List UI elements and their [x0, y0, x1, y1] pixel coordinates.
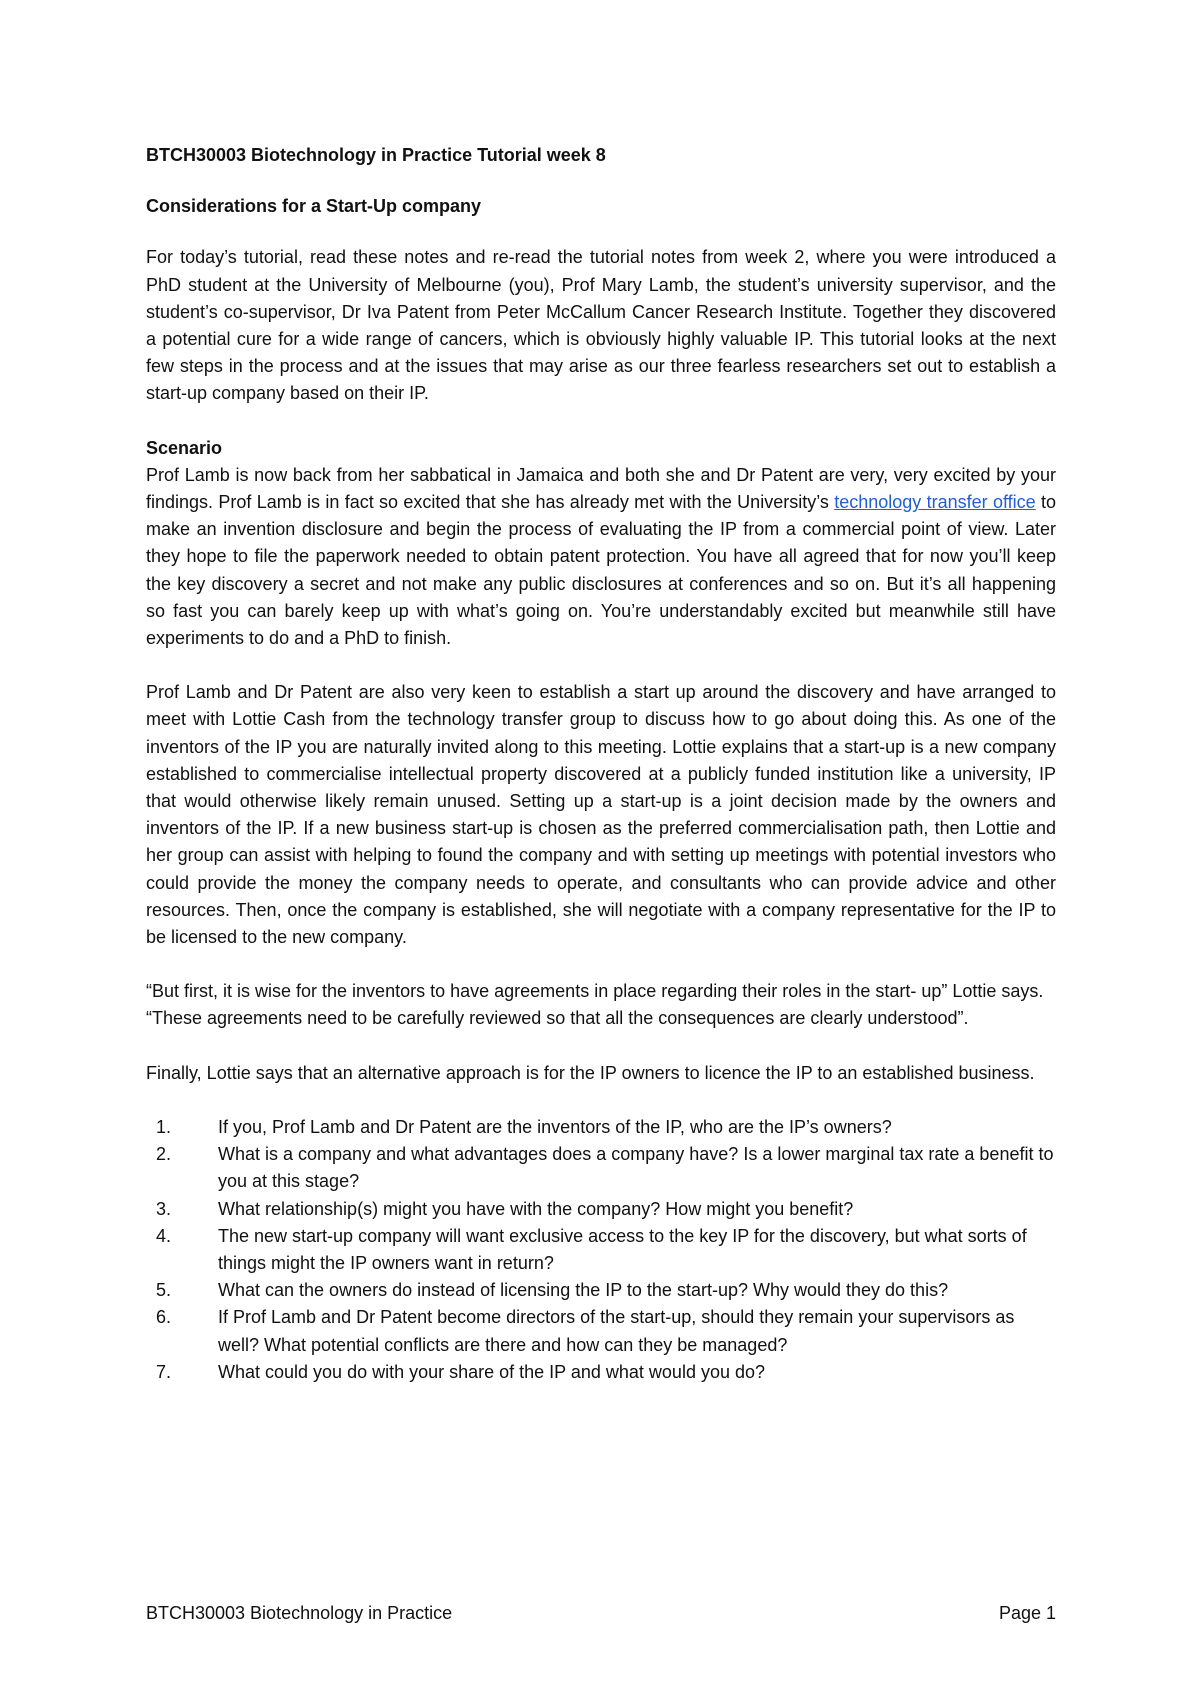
question-text: What relationship(s) might you have with the company? How might you benefit?: [218, 1198, 854, 1219]
list-item: [146, 1141, 1056, 1195]
question-text: What can the owners do instead of licensing the IP to the start-up? Why would they do this?: [218, 1280, 949, 1301]
list-item: [146, 1196, 1056, 1223]
scenario-p1-text-before: Prof Lamb is now back from her sabbatical in Jamaica and both she and Dr Patent are very, very excited by your findings. Prof Lamb is in fact so excited that she has already met with the University’s: [146, 464, 1056, 513]
question-text: The new start-up company will want exclusive access to the key IP for the discovery, but what sorts of things might the IP owners want in return?: [218, 1225, 1027, 1273]
list-item: [146, 1304, 1056, 1358]
document-body: [146, 142, 1056, 1386]
question-number: 3.: [156, 1198, 172, 1219]
questions-list: [146, 1114, 1056, 1386]
question-number: 4.: [156, 1225, 172, 1246]
scenario-p1-text-after: to make an invention disclosure and begin the process of evaluating the IP from a commercial point of view. Later they hope to file the paperwork needed to obtain patent protection. You have all agreed that for now you’ll keep the key discovery a secret and not make any public disclosures at conferences and so on. But it’s all happening so fast you can barely keep up with what’s going on. You’re understandably excited but meanwhile still have experiments to do and a PhD to finish.: [146, 492, 1056, 649]
question-number: 1.: [156, 1116, 172, 1137]
document-title: BTCH30003 Biotechnology in Practice Tutorial week 8: [146, 145, 606, 165]
footer-page-number: Page 1: [998, 1603, 1056, 1623]
list-item: [146, 1223, 1056, 1277]
question-text: What could you do with your share of the IP and what would you do?: [218, 1361, 766, 1382]
question-number: 6.: [156, 1307, 172, 1328]
question-text: What is a company and what advantages does a company have? Is a lower marginal tax rate a benefit to you at this stage?: [218, 1144, 1054, 1192]
list-item: [146, 1359, 1056, 1386]
question-text: If you, Prof Lamb and Dr Patent are the inventors of the IP, who are the IP’s owners?: [218, 1116, 892, 1137]
intro-paragraph: For today’s tutorial, read these notes and re-read the tutorial notes from week 2, where you were introduced a PhD student at the University of Melbourne (you), Prof Mary Lamb, the student’s university supervisor, and the student’s co-supervisor, Dr Iva Patent from Peter McCallum Cancer Research Institute. Together they discovered a potential cure for a wide range of cancers, which is obviously highly valuable IP. This tutorial looks at the next few steps in the process and at the issues that may arise as our three fearless researchers set out to establish a start-up company based on their IP.: [146, 247, 1056, 404]
question-number: 5.: [156, 1280, 172, 1301]
scenario-heading: Scenario: [146, 437, 223, 458]
technology-transfer-office-link[interactable]: technology transfer office: [834, 492, 1036, 513]
scenario-paragraph-2: Prof Lamb and Dr Patent are also very keen to establish a start up around the discovery and have arranged to meet with Lottie Cash from the technology transfer group to discuss how to go about doing this. As one of the inventors of the IP you are naturally invited along to this meeting. Lottie explains that a start-up is a new company established to commercialise intellectual property discovered at a publicly funded institution like a university, IP that would otherwise likely remain unused. Setting up a start-up is a joint decision made by the owners and inventors of the IP. If a new business start-up is chosen as the preferred commercialisation path, then Lottie and her group can assist with helping to found the company and with setting up meetings with potential investors who could provide the money the company needs to operate, and consultants who can provide advice and other resources. Then, once the company is established, she will negotiate with a company representative for the IP to be licensed to the new company.: [146, 682, 1056, 948]
footer-course-name: BTCH30003 Biotechnology in Practice: [146, 1603, 453, 1623]
scenario-paragraph-4: Finally, Lottie says that an alternative approach is for the IP owners to licence the IP to an established business.: [146, 1062, 1035, 1083]
question-number: 7.: [156, 1361, 172, 1382]
list-item: [146, 1277, 1056, 1304]
question-number: 2.: [156, 1144, 172, 1165]
question-text: If Prof Lamb and Dr Patent become directors of the start-up, should they remain your supervisors as well? What potential conflicts are there and how can they be managed?: [218, 1307, 1015, 1355]
document-subtitle: Considerations for a Start-Up company: [146, 196, 482, 217]
list-item: [146, 1114, 1056, 1141]
scenario-paragraph-1: [146, 462, 1056, 652]
scenario-paragraph-3: “But first, it is wise for the inventors to have agreements in place regarding their roles in the start- up” Lottie says. “These agreements need to be carefully reviewed so that all the consequences are clearly understood”.: [146, 981, 1044, 1029]
